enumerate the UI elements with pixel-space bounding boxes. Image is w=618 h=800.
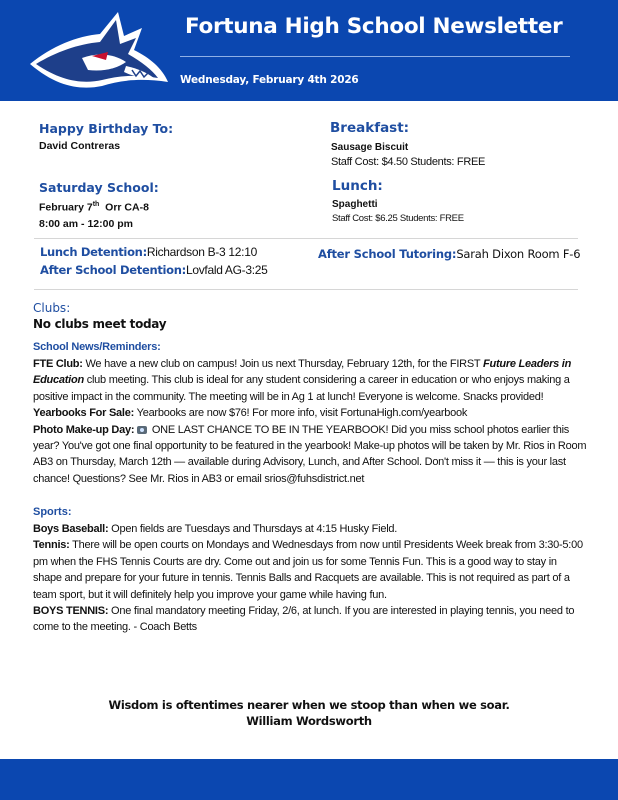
photo-makeup-paragraph: Photo Make-up Day: ONE LAST CHANCE TO BE IN THE YEARBOOK! Did you miss school photos earlier this year? You've got one final opportunity to be featured in the yearbook! Make-up photos will be taken by Mr. Rios in Room AB3 on Thursday, March 12th — available during Advisory, Lunch, and After School. Don't miss it — this is your last chance! Questions? See Mr. Rios in AB3 or email srios@fuhsdistrict.net [33,423,587,485]
newsletter-footer [0,759,618,800]
clubs-text: No clubs meet today [33,317,167,331]
lunch-detention: Lunch Detention:Richardson B-3 12:10 [40,245,257,259]
camera-icon [137,426,147,434]
saturday-school-time: 8:00 am - 12:00 pm [39,218,133,230]
birthday-name: David Contreras [39,140,121,152]
sports-section [33,521,588,636]
clubs-heading: Clubs: [33,301,71,315]
quote-author: William Wordsworth [246,714,372,728]
quote-text: Wisdom is oftentimes nearer when we stoop than when we soar. [108,698,510,712]
breakfast-heading: Breakfast: [330,120,410,136]
newsletter-date: Wednesday, February 4th 2026 [180,74,359,86]
boys-tennis-paragraph: BOYS TENNIS: One final mandatory meeting Friday, 2/6, at lunch. If you are interested in playing tennis, you need to come to the meeting. - Coach Betts [33,605,575,634]
section-divider [34,238,578,239]
fte-club-paragraph: FTE Club: We have a new club on campus! Join us next Thursday, February 12th, for the FIRST Future Leaders in Education club meeting. This club is ideal for any student considering a career in education or who enjoys making a positive impact in the community. The meeting will be in Ag 1 at lunch! Everyone is welcome. Snacks provided! [33,358,572,403]
newsletter-header [0,0,618,101]
yearbook-paragraph: Yearbooks For Sale: Yearbooks are now $76! For more info, visit FortunaHigh.com/yearbook [33,407,468,420]
header-divider [180,56,570,57]
news-heading: School News/Reminders: [33,341,161,353]
news-section [33,356,588,487]
breakfast-item: Sausage Biscuit [331,142,409,153]
saturday-school-heading: Saturday School: [39,180,159,195]
breakfast-cost: Staff Cost: $4.50 Students: FREE [331,156,486,168]
lunch-item: Spaghetti [332,199,378,210]
newsletter-title: Fortuna High School Newsletter [185,14,563,39]
lunch-cost: Staff Cost: $6.25 Students: FREE [332,213,464,224]
after-school-detention: After School Detention:Lovfald AG-3:25 [40,263,268,277]
saturday-school-date: February 7th Orr CA-8 [39,201,149,214]
section-divider-2 [34,289,578,290]
tennis-paragraph: Tennis: There will be open courts on Mondays and Wednesdays from now until Presidents Week break from 3:30-5:00 pm when the FHS Tennis Courts are dry. Come out and join us for some Tennis Fun. This is a good way to stay in shape and prepare for your future in tennis. Tennis Balls and Racquets are available. This is not required as part of a team sport, but it will definitely help you improve your game while having fun. [33,539,583,601]
baseball-paragraph: Boys Baseball: Open fields are Tuesdays and Thursdays at 4:15 Husky Field. [33,523,398,535]
sports-heading: Sports: [33,506,72,518]
birthday-heading: Happy Birthday To: [39,121,174,136]
husky-logo-icon [22,6,172,94]
lunch-heading: Lunch: [332,178,383,194]
after-school-tutoring: After School Tutoring:Sarah Dixon Room F-6 [318,247,581,261]
